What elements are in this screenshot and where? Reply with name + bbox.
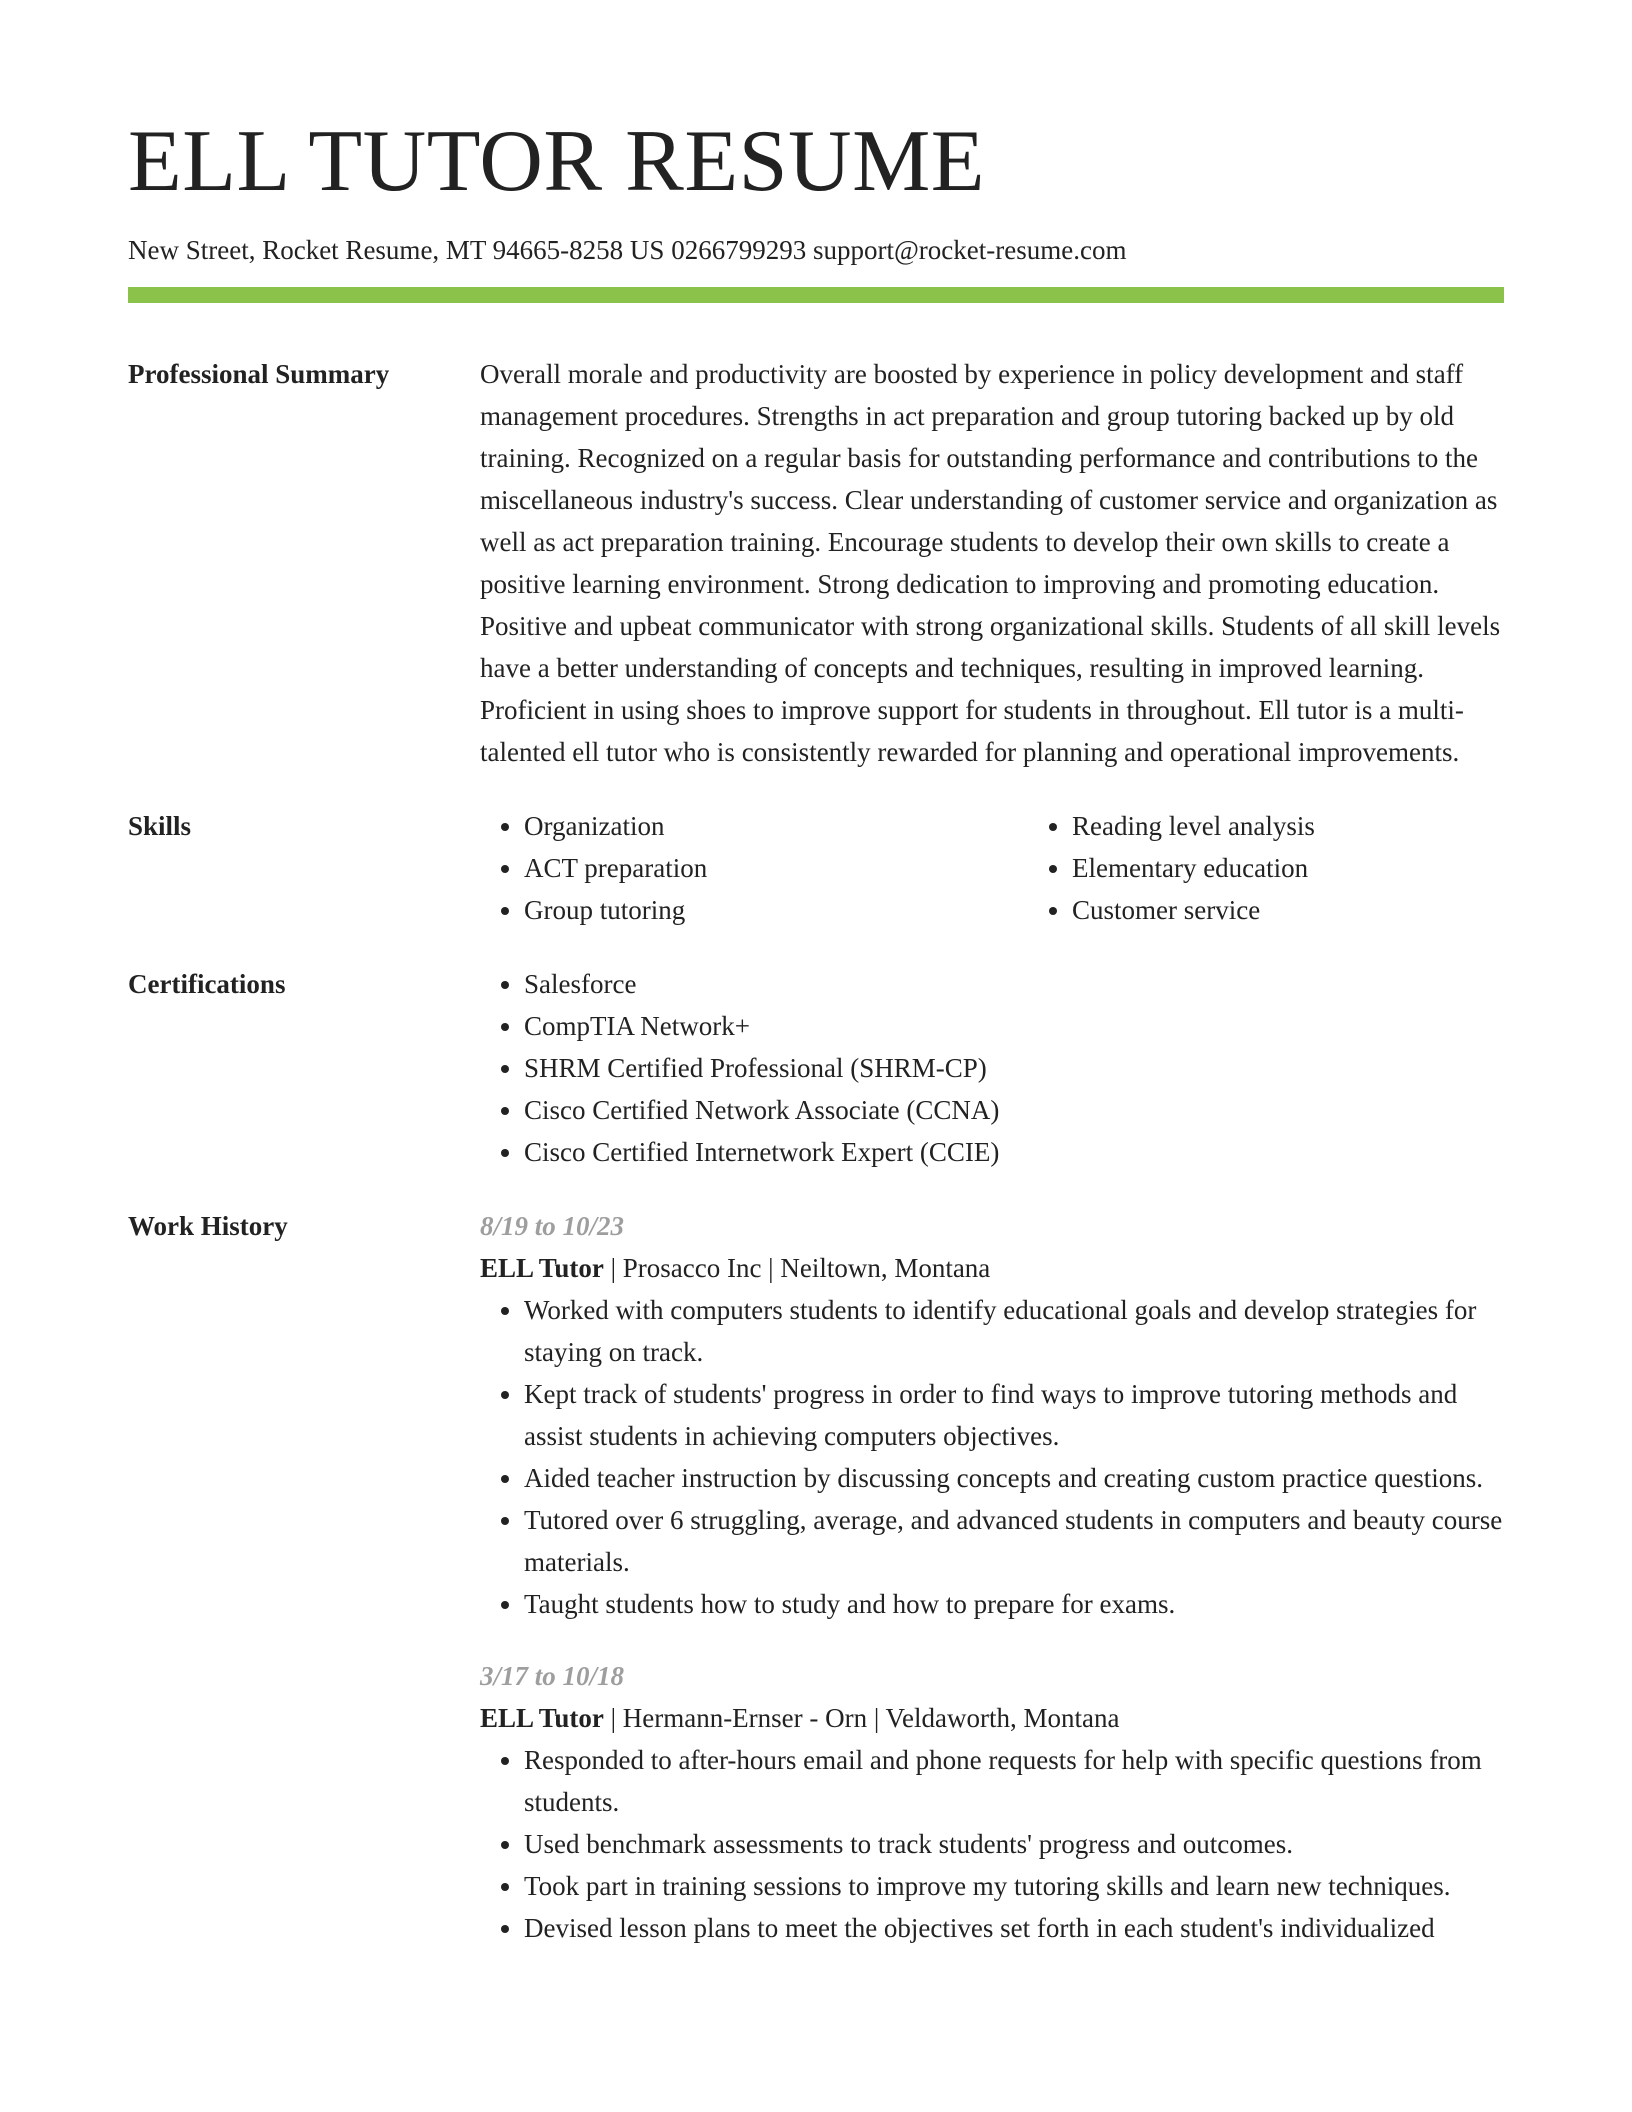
skills-column-right	[1028, 805, 1576, 931]
section-label-certifications: Certifications	[128, 969, 286, 1000]
section-label-skills: Skills	[128, 811, 192, 842]
summary-text: Overall morale and productivity are boosted by experience in policy development and staff management procedures. Strengths in act preparation and group tutoring backed up by old training. Recognized on a regular basis for outstanding performance and contributions to the miscellaneous industry's success. Clear understanding of customer service and organization as well as act preparation training. Encourage students to develop their own skills to create a positive learning environment. Strong dedication to improving and promoting education. Positive and upbeat communicator with strong organizational skills. Students of all skill levels have a better understanding of concepts and techniques, resulting in improved learning. Proficient in using shoes to improve support for students in throughout. Ell tutor is a multi-talented ell tutor who is consistently rewarded for planning and operational improvements.	[480, 359, 1501, 768]
certification-item: • Cisco Certified Internetwork Expert (CCIE)	[524, 1131, 1504, 1173]
job-duty-item: • Tutored over 6 struggling, average, and advanced students in computers and beauty course materials.	[524, 1499, 1504, 1583]
job-duty-item: • Devised lesson plans to meet the objectives set forth in each student's individualized	[524, 1907, 1504, 1949]
job-header	[480, 1697, 1504, 1739]
job-duty-item: • Kept track of students' progress in order to find ways to improve tutoring methods and assist students in achieving computers objectives.	[524, 1373, 1504, 1457]
certification-item: • CompTIA Network+	[524, 1005, 1504, 1047]
job-employer-location: | Hermann-Ernser - Orn | Veldaworth, Montana	[603, 1703, 1120, 1734]
skills-body	[480, 805, 1576, 931]
skill-item: • Organization	[524, 805, 1028, 847]
job-duty-item: • Responded to after-hours email and phone requests for help with specific questions from students.	[524, 1739, 1504, 1823]
job-duty-item: • Took part in training sessions to improve my tutoring skills and learn new techniques.	[524, 1865, 1504, 1907]
skill-item: • Customer service	[1072, 889, 1576, 931]
job-entry	[480, 1205, 1504, 1625]
job-duty-item: • Taught students how to study and how to prepare for exams.	[524, 1583, 1504, 1625]
job-duties-list	[480, 1739, 1504, 1949]
skill-item: • Reading level analysis	[1072, 805, 1576, 847]
skills-column-left	[480, 805, 1028, 931]
skill-item: • Group tutoring	[524, 889, 1028, 931]
job-duties-list	[480, 1289, 1504, 1625]
certifications-list	[480, 963, 1504, 1173]
job-dates: 3/17 to 10/18	[480, 1661, 625, 1692]
certifications-body	[480, 963, 1504, 1173]
resume-title: ELL TUTOR RESUME	[128, 113, 986, 210]
section-label-summary: Professional Summary	[128, 359, 390, 390]
certification-item: • Cisco Certified Network Associate (CCNA)	[524, 1089, 1504, 1131]
skill-item: • ACT preparation	[524, 847, 1028, 889]
work-history-body	[480, 1205, 1504, 1949]
job-header	[480, 1247, 1504, 1289]
skills-grid	[480, 805, 1576, 931]
certification-item: • Salesforce	[524, 963, 1504, 1005]
job-duty-item: • Worked with computers students to identify educational goals and develop strategies for staying on track.	[524, 1289, 1504, 1373]
job-title: ELL Tutor	[480, 1703, 604, 1734]
accent-divider	[128, 287, 1504, 303]
job-duty-item: • Used benchmark assessments to track students' progress and outcomes.	[524, 1823, 1504, 1865]
job-duty-item: • Aided teacher instruction by discussing concepts and creating custom practice questions.	[524, 1457, 1504, 1499]
skill-item: • Elementary education	[1072, 847, 1576, 889]
skills-section	[128, 805, 1504, 931]
certifications-section	[128, 963, 1504, 1173]
job-employer-location: | Prosacco Inc | Neiltown, Montana	[603, 1253, 991, 1284]
contact-line: New Street, Rocket Resume, MT 94665-8258 US 0266799293 support@rocket-resume.com	[128, 235, 1127, 265]
job-dates: 8/19 to 10/23	[480, 1211, 625, 1242]
job-entry	[480, 1655, 1504, 1949]
professional-summary-section	[128, 353, 1504, 773]
resume-page	[128, 113, 1504, 1949]
certification-item: • SHRM Certified Professional (SHRM-CP)	[524, 1047, 1504, 1089]
job-title: ELL Tutor	[480, 1253, 604, 1284]
work-history-section	[128, 1205, 1504, 1949]
section-label-work-history: Work History	[128, 1211, 288, 1242]
